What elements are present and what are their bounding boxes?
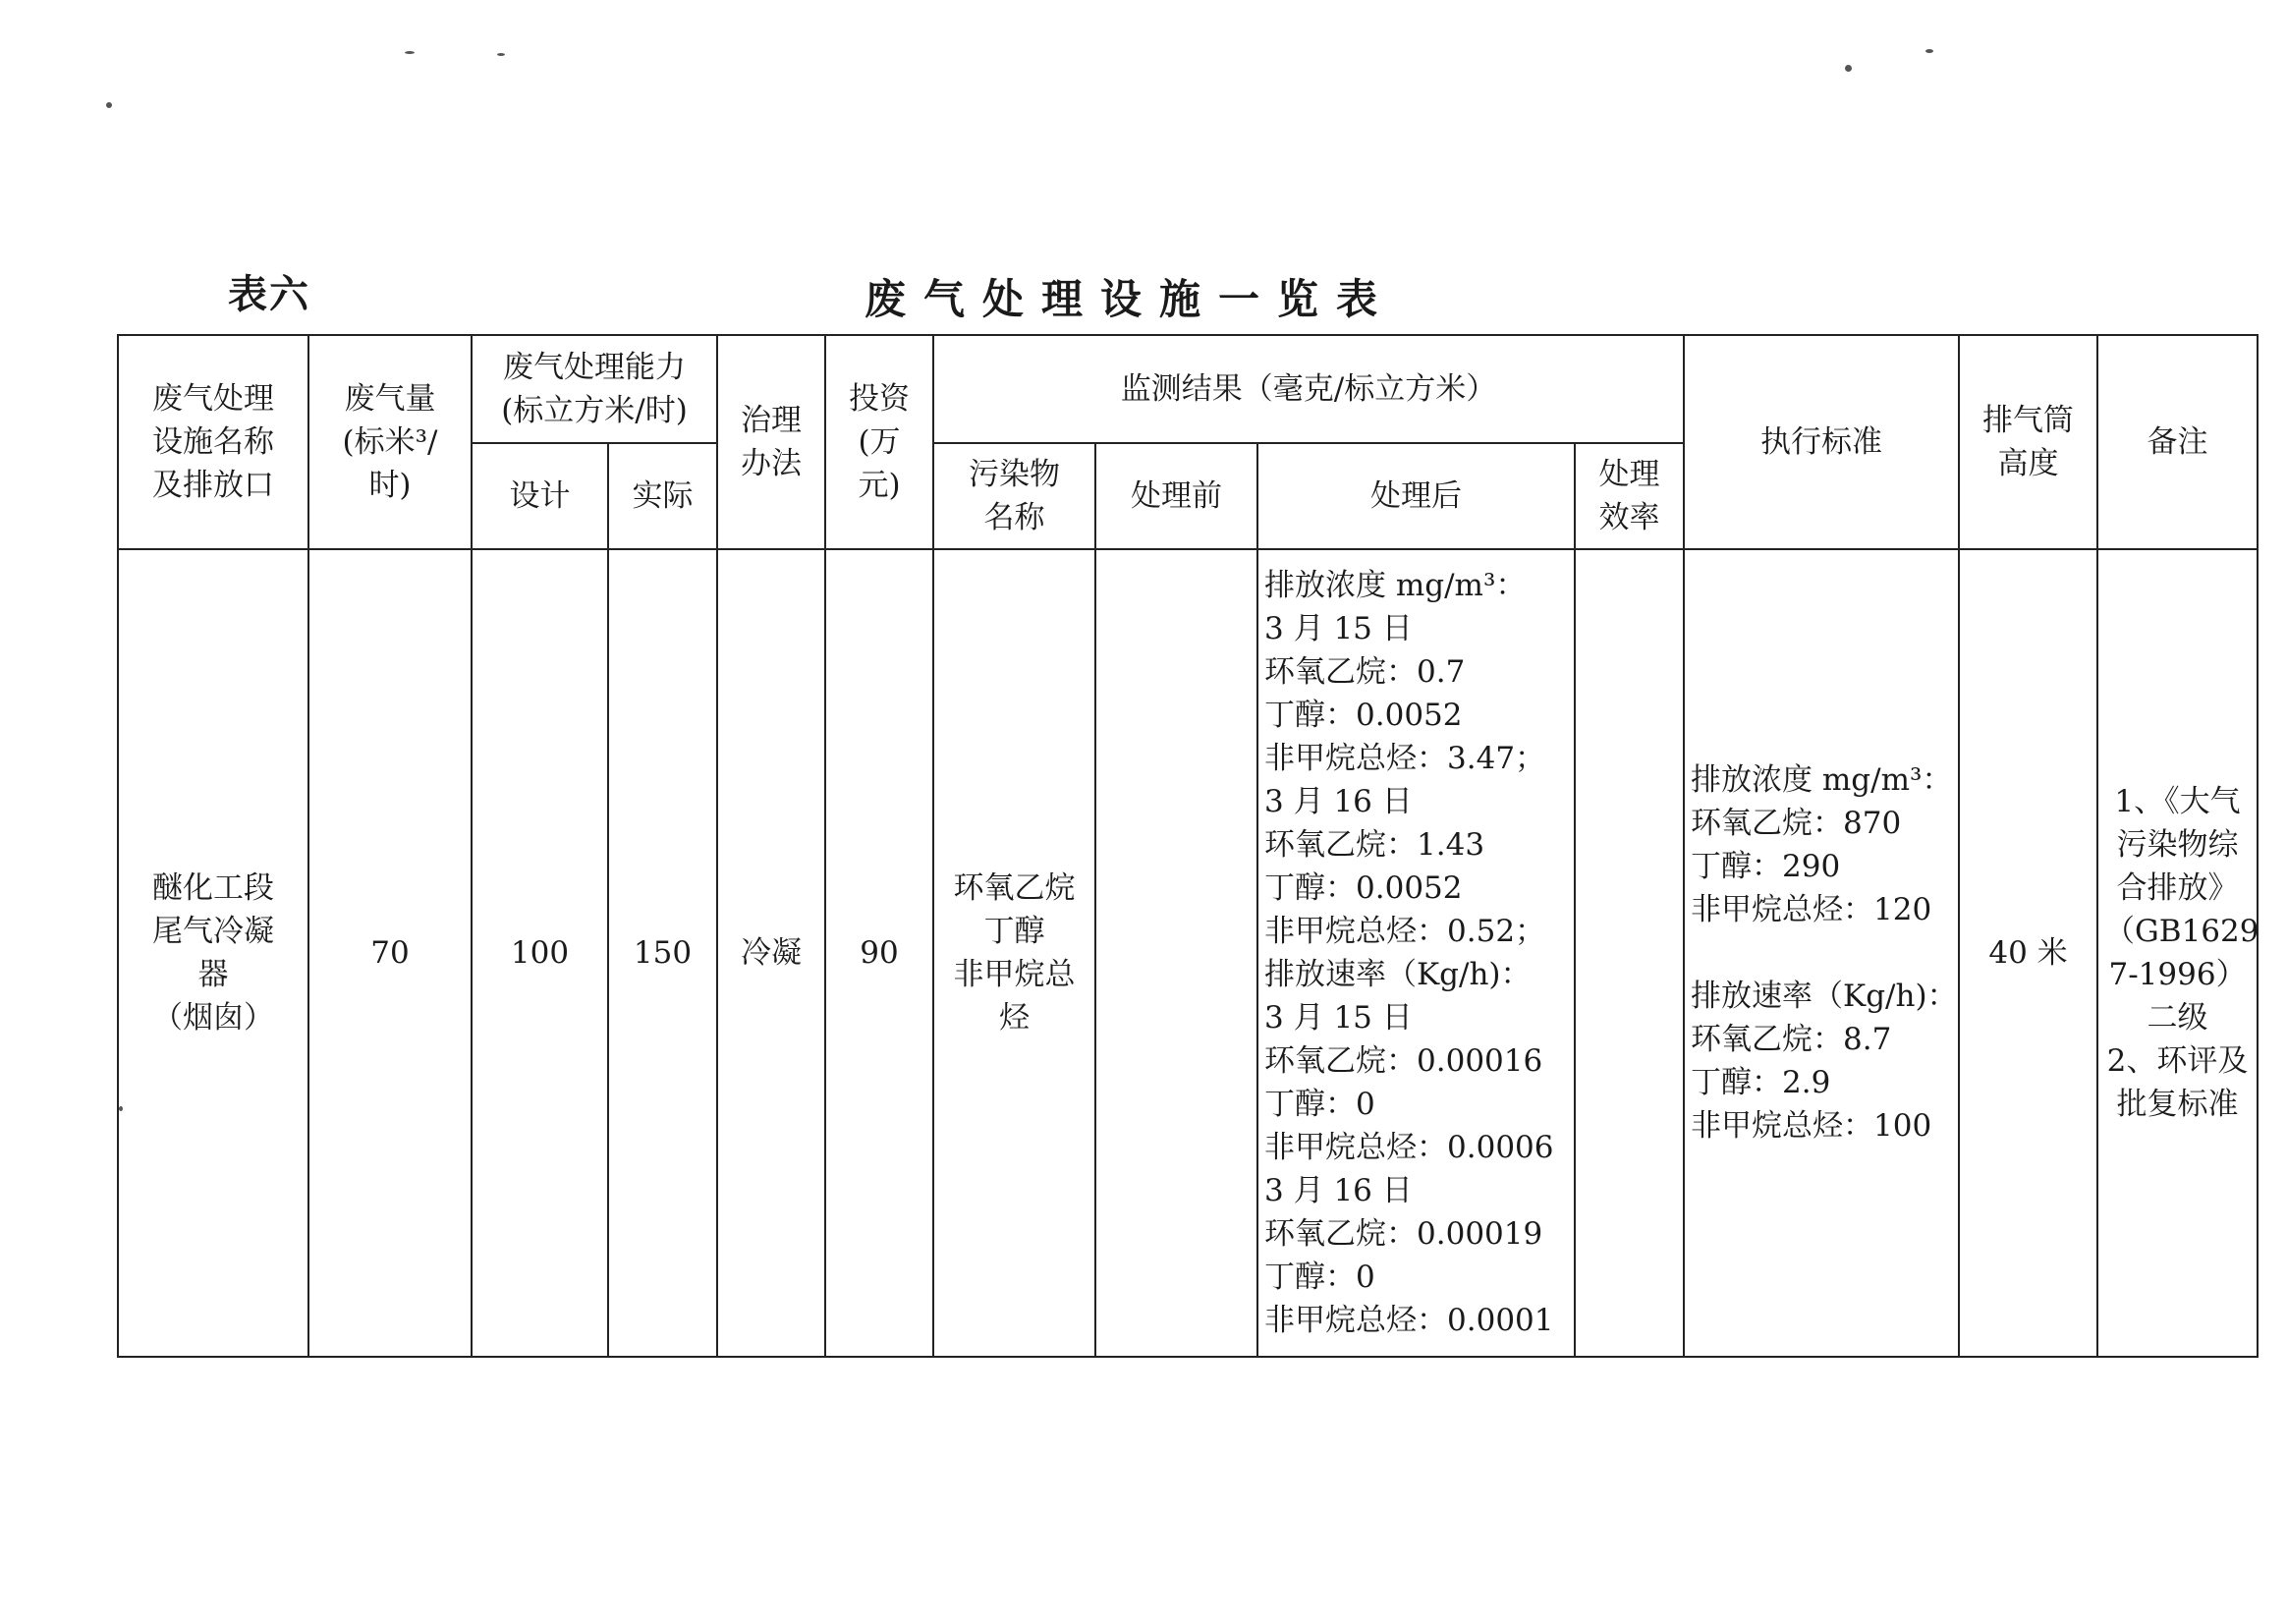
table-label: 表六 [228,271,310,317]
header-capacity-actual: 实际 [608,443,717,549]
header-row-1 [118,335,2258,443]
cell-standard: 排放浓度 mg/m³： 环氧乙烷：870 丁醇：290 非甲烷总烃：120 排放速率（Kg/h)： 环氧乙烷：8.7 丁醇：2.9 非甲烷总烃：100 [1684,549,1959,1357]
scan-speck [497,53,505,56]
scan-speck [1925,49,1933,53]
scan-speck [405,51,415,54]
cell-before [1095,549,1257,1357]
header-capacity: 废气处理能力 (标立方米/时) [472,335,717,443]
header-standard: 执行标准 [1684,335,1959,549]
cell-capacity-actual: 150 [608,549,717,1357]
header-stack-height: 排气筒 高度 [1959,335,2097,549]
scan-speck [106,102,112,108]
header-monitoring: 监测结果（毫克/标立方米） [933,335,1684,443]
cell-pollutants: 环氧乙烷 丁醇 非甲烷总 烃 [933,549,1095,1357]
cell-capacity-design: 100 [472,549,608,1357]
cell-volume: 70 [308,549,472,1357]
cell-after: 排放浓度 mg/m³： 3 月 15 日 环氧乙烷：0.7 丁醇：0.0052 非甲烷总烃：3.47； 3 月 16 日 环氧乙烷：1.43 丁醇：0.0052 非甲烷总烃：0.52； 排放速率（Kg/h)： 3 月 15 日 环氧乙烷：0.00016 丁醇：0 非甲烷总烃：0.0006 3 月 16 日 环氧乙烷：0.00019 丁醇：0 非甲烷总烃：0.0001 [1257,549,1575,1357]
table-title: 废气处理设施一览表 [865,275,1396,323]
cell-stack-height: 40 米 [1959,549,2097,1357]
cell-facility: 醚化工段 尾气冷凝 器 （烟囱） [118,549,308,1357]
exhaust-facility-table [117,334,2259,1358]
cell-remarks: 1、《大气 污染物综 合排放》 （GB1629 7-1996） 二级 2、环评及 批复标准 [2097,549,2258,1357]
header-method: 治理 办法 [717,335,825,549]
cell-efficiency [1575,549,1684,1357]
header-volume: 废气量 (标米³/ 时) [308,335,472,549]
header-facility: 废气处理 设施名称 及排放口 [118,335,308,549]
header-after: 处理后 [1257,443,1575,549]
header-before: 处理前 [1095,443,1257,549]
header-pollutant: 污染物 名称 [933,443,1095,549]
header-remarks: 备注 [2097,335,2258,549]
table-row [118,549,2258,1357]
header-investment: 投资 (万 元) [825,335,933,549]
header-capacity-design: 设计 [472,443,608,549]
cell-investment: 90 [825,549,933,1357]
scan-speck [1845,65,1852,72]
header-efficiency: 处理 效率 [1575,443,1684,549]
cell-method: 冷凝 [717,549,825,1357]
